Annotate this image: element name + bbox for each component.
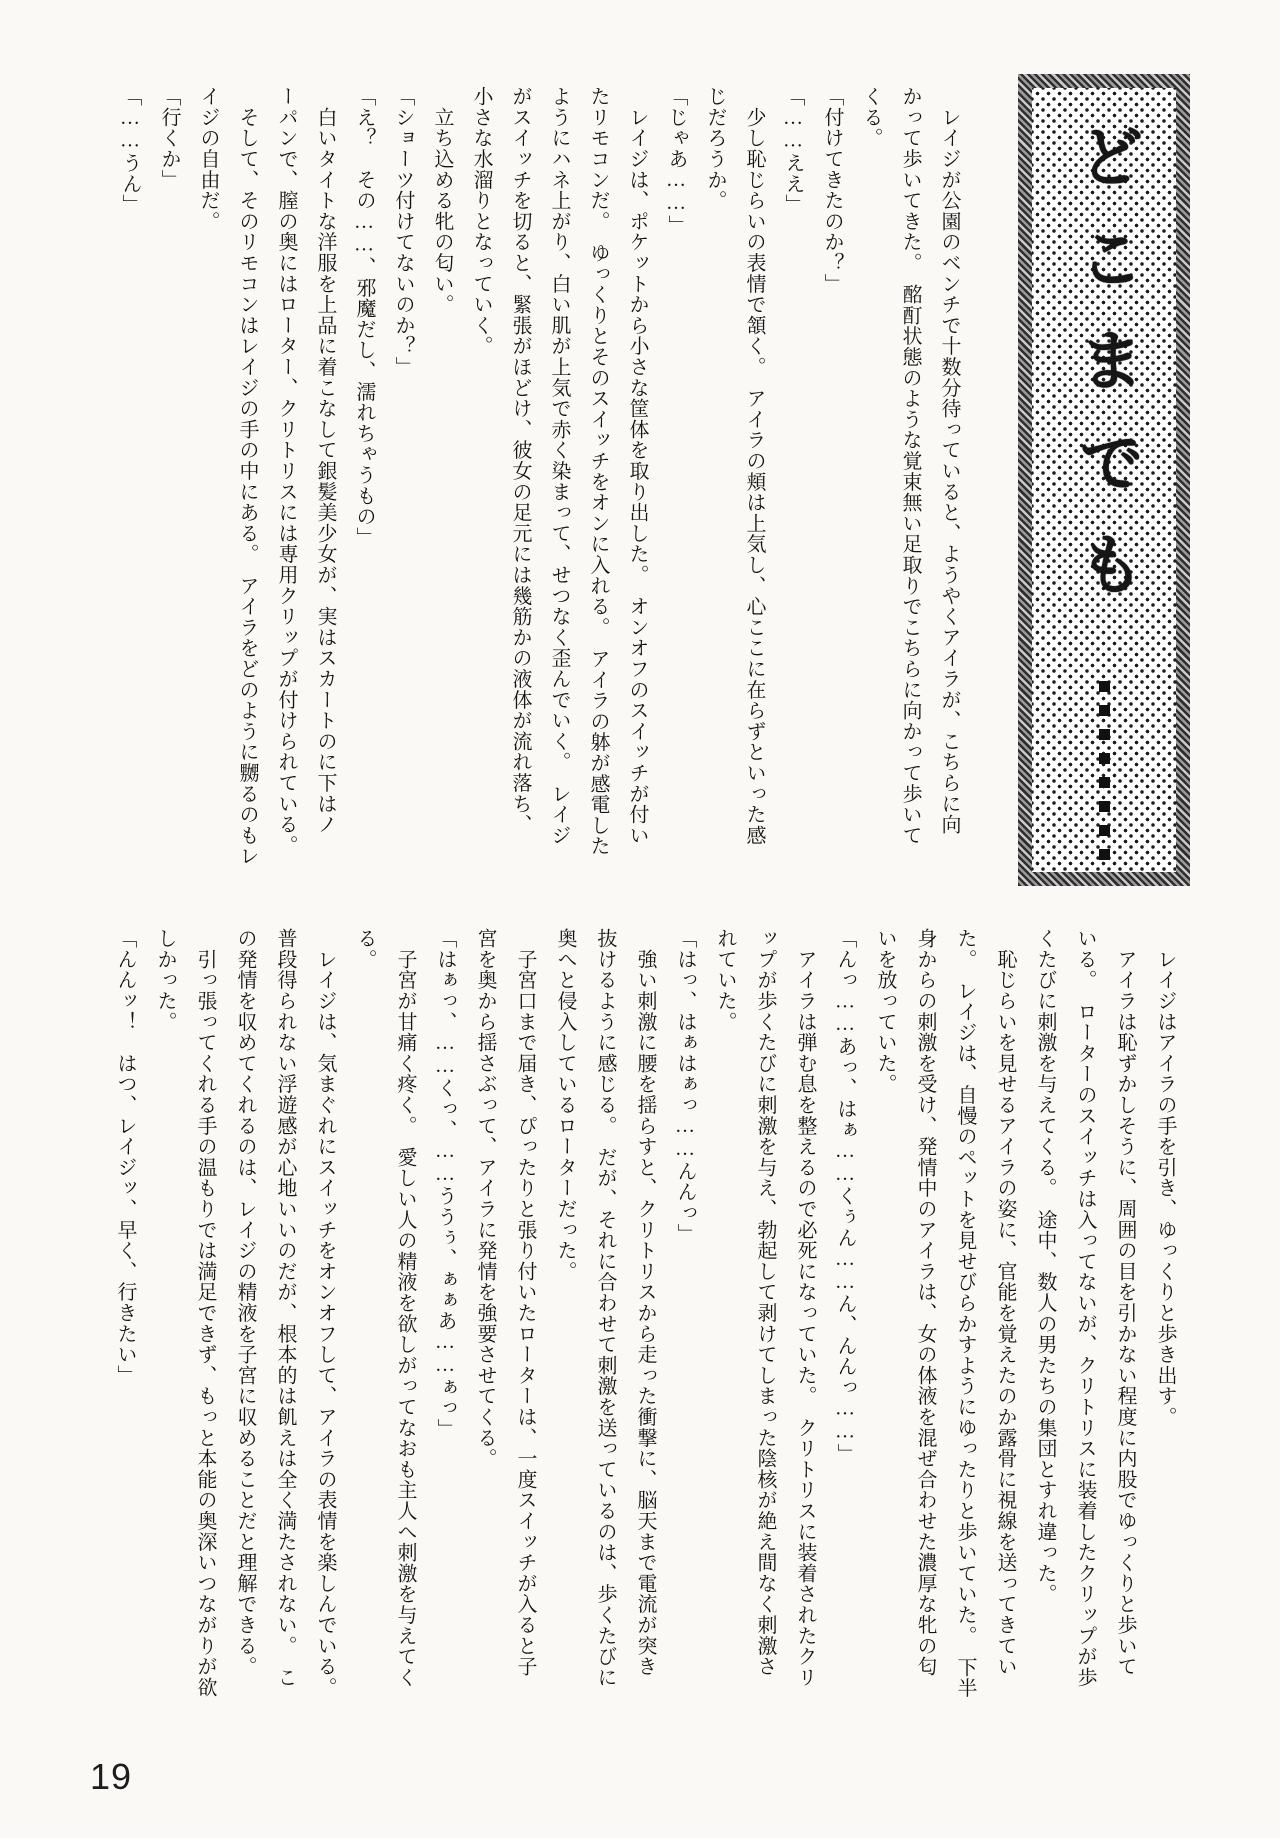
text-column: ップが歩くたびに刺激を与え、勃起して剥けてしまった陰核が絶え間なく刺激さ xyxy=(754,928,776,1677)
text-column: いを放っていた。 xyxy=(874,928,896,1095)
text-column: レイジはアイラの手を引き、ゆっくりと歩き出す。 xyxy=(1154,928,1176,1428)
text-column: くたびに刺激を与えてくる。 途中、数人の男たちの集団とすれ違った。 xyxy=(1034,928,1056,1605)
text-column: 少し恥じらいの表情で頷く。 アイラの頬は上気し、心ここに在らずといった感 xyxy=(743,86,765,846)
text-column: 「じゃあ……」 xyxy=(665,86,687,236)
text-column: レイジが公園のベンチで十数分待っていると、ようやくアイラが、こちらに向 xyxy=(938,86,960,835)
chapter-title-box-fill xyxy=(1032,88,1176,872)
text-column: れていた。 xyxy=(714,928,736,1032)
text-column: 強い刺激に腰を揺らすと、クリトリスから走った衝撃に、脳天まで電流が突き xyxy=(634,928,656,1677)
lower-text-block xyxy=(103,928,1185,1728)
text-column: 「んっ……あっ、はぁ……くぅん……ん、んんっ……」 xyxy=(834,928,856,1464)
text-column: 「……ええ」 xyxy=(782,86,804,215)
text-column: 「行くか」 xyxy=(158,86,180,190)
text-column: 子宮口まで届き、ぴったりと張り付いたローターは、一度スイッチが入ると子 xyxy=(514,928,536,1677)
text-column: アイラは恥ずかしそうに、周囲の目を引かない程度に内股でゆっくりと歩いて xyxy=(1114,928,1136,1677)
text-column: 「え？ その……、邪魔だし、濡れちゃうもの」 xyxy=(353,86,375,548)
text-column: レイジは、気まぐれにスイッチをオンオフして、アイラの表情を楽しんでいる。 xyxy=(314,928,336,1698)
text-column: 「付けてきたのか？」 xyxy=(821,86,843,294)
text-column: 小さな水溜りとなっていく。 xyxy=(470,86,492,357)
text-column: 子宮が甘痛く疼く。 愛しい人の精液を欲しがってなおも主人へ刺激を与えてく xyxy=(394,928,416,1688)
text-column: 「はっ、はぁはぁっ……んんっ」 xyxy=(674,928,696,1244)
text-column: そして、そのリモコンはレイジの手の中にある。 アイラをどのように嬲るのもレ xyxy=(236,86,258,867)
text-column: 恥じらいを見せるアイラの姿に、官能を覚えたのか露骨に視線を送ってきてい xyxy=(994,928,1016,1677)
chapter-title-box xyxy=(1018,74,1190,886)
text-column: 「はぁっ、……くっ、……ううぅ、ぁぁあ……ぁっ」 xyxy=(434,928,456,1440)
text-column: くる。 xyxy=(860,86,882,149)
text-column: 立ち込める牝の匂い。 xyxy=(431,86,453,315)
text-column: 引っ張ってくれる手の温もりでは満足できず、もっと本能の奥深いつながりが欲 xyxy=(194,928,216,1698)
text-column: イジの自由だ。 xyxy=(197,86,219,232)
text-column: 奥へと侵入しているローターだった。 xyxy=(554,928,576,1282)
text-column: しかった。 xyxy=(154,928,176,1032)
text-column: 白いタイトな洋服を上品に着こなして銀髪美少女が、実はスカートのに下はノ xyxy=(314,86,336,835)
text-column: た。 レイジは、自慢のペットを見せびらかすようにゆったりと歩いていた。 下半 xyxy=(954,928,976,1699)
text-column: 「ショーツ付けてないのか？」 xyxy=(392,86,414,378)
upper-text-block xyxy=(106,86,968,888)
page-number: 19 xyxy=(90,1756,133,1797)
text-column: 普段得られない浮遊感が心地いいのだが、根本的は飢えは全く満たされない。 こ xyxy=(274,928,296,1688)
text-column: の発情を収めてくれるのは、レイジの精液を子宮に収めることだと理解できる。 xyxy=(234,928,256,1677)
text-column: 「……うん」 xyxy=(119,86,141,215)
text-column: かって歩いてきた。 酩酊状態のような覚束無い足取りでこちらに向かって歩いて xyxy=(899,86,921,846)
text-column: じだろうか。 xyxy=(704,86,726,211)
text-column: いる。 ローターのスイッチは入ってないが、クリトリスに装着したクリップが歩 xyxy=(1074,928,1096,1688)
text-column: がスイッチを切ると、緊張がほどけ、彼女の足元には幾筋かの液体が流れ落ち、 xyxy=(509,86,531,835)
text-column: レイジは、ポケットから小さな筐体を取り出した。 オンオフのスイッチが付い xyxy=(626,86,648,846)
text-column: 「んんッ！ はつ、レイジッ、早く、行きたい」 xyxy=(114,928,136,1386)
text-column: 宮を奥から揺さぶって、アイラに発情を強要させてくる。 xyxy=(474,928,496,1469)
text-column: ようにハネ上がり、白い肌が上気で赤く染まって、せつなく歪んでいく。 レイジ xyxy=(548,86,570,846)
title-ellipsis-dots xyxy=(1099,674,1110,866)
text-column: 抜けるように感じる。 だが、それに合わせて刺激を送っているのは、歩くたびに xyxy=(594,928,616,1688)
text-column: アイラは弾む息を整えるので必死になっていた。 クリトリスに装着されたクリ xyxy=(794,928,816,1688)
text-column: る。 xyxy=(354,928,376,970)
chapter-title: どこまでも xyxy=(1068,122,1141,632)
text-column: 身からの刺激を受け、発情中のアイラは、女の体液を混ぜ合わせた濃厚な牝の匂 xyxy=(914,928,936,1677)
text-column: ーパンで、膣の奥にはローター、クリトリスには専用クリップが付けられている。 xyxy=(275,86,297,856)
text-column: たリモコンだ。 ゆっくりとそのスイッチをオンに入れる。 アイラの躰が感電した xyxy=(587,86,609,857)
